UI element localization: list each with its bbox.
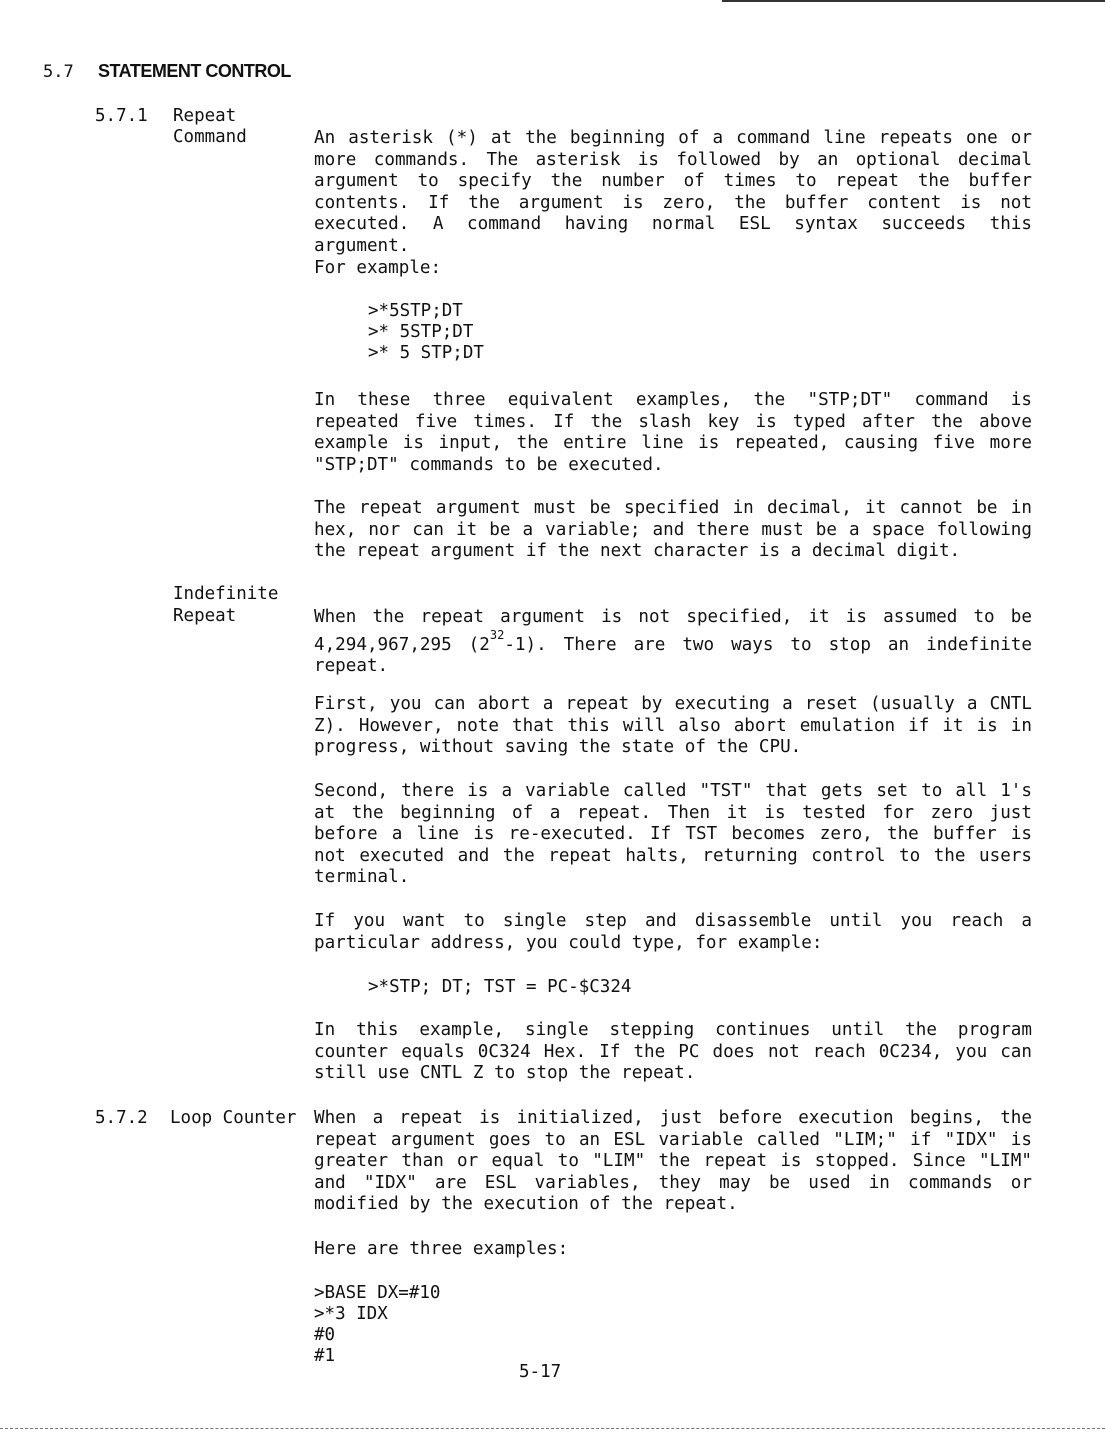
example-line: >*STP; DT; TST = PC-$C324 <box>368 977 632 997</box>
tst-variable-paragraph: Second, there is a variable called "TST" that gets set to all 1's at the beginning of a repeat. Then it is tested for zero just before a line is re-executed. If TST becomes zero, the buffer is not executed and the repeat halts, returning control to the users terminal. <box>314 781 1032 887</box>
bottom-rule <box>0 1428 1105 1429</box>
subsection-label-command: Command <box>173 127 247 147</box>
example-line: #1 <box>314 1346 336 1366</box>
loop-counter-paragraph: When a repeat is initialized, just before execution begins, the repeat argument goes to an ESL variable called "LIM;" if "IDX" is greater than or equal to "LIM" the repeat is stopped. Since "LIM" and "IDX" are ESL variables, they may be used in commands or modified by the execution of the repeat. <box>314 1108 1032 1214</box>
example-line: >* 5 STP;DT <box>368 343 484 363</box>
decimal-argument-paragraph: The repeat argument must be specified in decimal, it cannot be in hex, nor can it be a variable; and there must be a space following the repeat argument if the next character is a decimal digit. <box>314 498 1032 561</box>
abort-repeat-paragraph: First, you can abort a repeat by executing a reset (usually a CNTL Z). However, note that this will also abort emulation if it is in progress, without saving the state of the CPU. <box>314 694 1032 757</box>
indefinite-repeat-paragraph <box>314 607 1032 677</box>
here-are-examples-label: Here are three examples: <box>314 1239 569 1259</box>
example-line: >* 5STP;DT <box>368 322 474 342</box>
subsection-label-repeat-2: Repeat <box>173 606 237 626</box>
subsection-label-repeat: Repeat <box>173 106 237 126</box>
example-line: >*5STP;DT <box>368 301 463 321</box>
exponent: 32 <box>489 627 505 642</box>
for-example-label: For example: <box>314 258 442 278</box>
subsection-label-loop-counter: Loop Counter <box>170 1108 297 1128</box>
subsection-number-5-7-2: 5.7.2 <box>95 1108 148 1128</box>
subsection-number-5-7-1: 5.7.1 <box>95 106 148 126</box>
indefinite-text-before: When the repeat argument is not specified, it is assumed to be 4,294,967,295 (2 <box>314 607 1032 655</box>
subsection-label-indefinite: Indefinite <box>173 584 279 604</box>
example-line: >BASE DX=#10 <box>314 1283 441 1303</box>
example-line: >*3 IDX <box>314 1304 388 1324</box>
equivalent-examples-paragraph: In these three equivalent examples, the "STP;DT" command is repeated five times. If the slash key is typed after the above example is input, the entire line is repeated, causing five more "STP;DT" commands to be executed. <box>314 390 1032 475</box>
single-step-paragraph: If you want to single step and disassemble until you reach a particular address, you could type, for example: <box>314 911 1032 953</box>
page-number: 5-17 <box>519 1362 562 1382</box>
single-stepping-paragraph: In this example, single stepping continues until the program counter equals 0C324 Hex. If the PC does not reach 0C234, you can still use CNTL Z to stop the repeat. <box>314 1020 1032 1083</box>
repeat-command-paragraph: An asterisk (*) at the beginning of a command line repeats one or more commands. The asterisk is followed by an optional decimal argument to specify the number of times to repeat the buffer contents. If the argument is zero, the buffer content is not executed. A command having normal ESL syntax succeeds this argument. <box>314 128 1032 256</box>
indefinite-text-after: -1). There are two ways to stop an indefinite repeat. <box>314 634 1032 676</box>
section-title: STATEMENT CONTROL <box>98 61 291 81</box>
top-rule <box>722 0 1105 2</box>
example-line: #0 <box>314 1325 336 1345</box>
section-number: 5.7 <box>43 62 74 82</box>
